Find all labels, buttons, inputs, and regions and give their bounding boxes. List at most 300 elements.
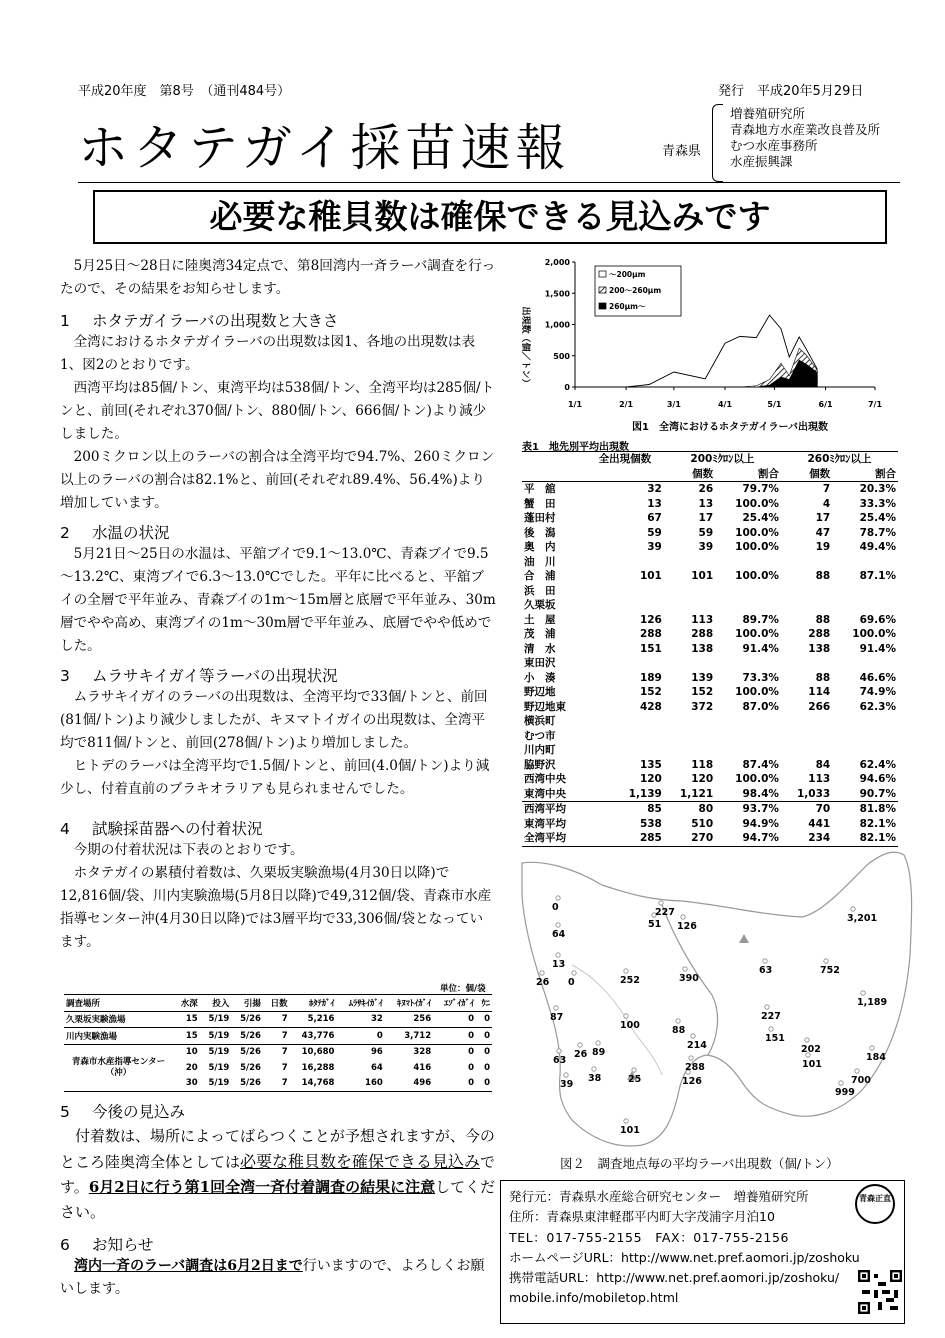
table-row xyxy=(522,526,898,541)
row-label: 平 舘 xyxy=(524,483,556,496)
legend-entry: 200～260μm xyxy=(609,286,662,295)
table-cell xyxy=(832,714,898,729)
survey-value-label: 227 xyxy=(655,907,675,918)
survey-value-label: 13 xyxy=(552,959,566,970)
table-cell: 26 xyxy=(698,483,714,496)
survey-point xyxy=(556,923,560,927)
survey-point xyxy=(824,959,828,963)
lower-left-column xyxy=(60,1100,496,1301)
table-cell: 372 xyxy=(691,700,714,713)
table-row xyxy=(522,482,898,497)
larvae-table xyxy=(522,451,898,847)
table-row xyxy=(522,743,898,758)
table-cell xyxy=(781,656,832,671)
table-row xyxy=(522,787,898,802)
row-label: 東湾平均 xyxy=(524,817,566,830)
table-cell xyxy=(586,714,664,729)
qr-code-icon[interactable] xyxy=(858,1270,902,1314)
table-cell: 74.9% xyxy=(859,686,896,699)
table-cell: 67 xyxy=(647,512,662,525)
left-column xyxy=(60,255,496,954)
table-cell: 100.0% xyxy=(735,570,779,583)
row-label: 蟹 田 xyxy=(524,497,556,510)
table-cell: 17 xyxy=(698,512,714,525)
survey-value-label: 89 xyxy=(592,1047,606,1058)
survey-value-label: 26 xyxy=(536,977,550,988)
table-row xyxy=(522,729,898,744)
table-row xyxy=(522,817,898,832)
table-cell: 78.7% xyxy=(859,526,896,539)
survey-point xyxy=(592,1067,596,1071)
table-cell xyxy=(832,656,898,671)
table-cell: 118 xyxy=(691,758,714,771)
table-row xyxy=(522,584,898,599)
section-6-heading: 6 お知らせ xyxy=(60,1236,154,1254)
table-cell: 90.7% xyxy=(859,787,896,800)
table-cell xyxy=(586,729,664,744)
chart-legend xyxy=(595,266,681,316)
row-label: 野辺地東 xyxy=(524,700,566,713)
row-label: 奥 内 xyxy=(524,541,556,554)
table-cell: 428 xyxy=(639,700,662,713)
table-cell xyxy=(664,743,715,758)
survey-value-label: 101 xyxy=(802,1059,822,1070)
table-cell: 87.1% xyxy=(859,570,896,583)
x-tick-label: 4/1 xyxy=(717,400,733,409)
table-cell: 100.0% xyxy=(735,541,779,554)
prefecture-label: 青森県 xyxy=(662,144,702,159)
bay-coastline xyxy=(522,852,912,1146)
table-row xyxy=(522,569,898,584)
issue-number: 平成20年度 第8号 （通刊484号） xyxy=(78,84,291,99)
survey-point xyxy=(554,1006,558,1010)
table-cell xyxy=(664,584,715,599)
issue-date: 発行 平成20年5月29日 xyxy=(718,84,864,99)
section-1-p3: 200ミクロン以上のラーバの割合は全湾平均で94.7%、260ミクロン以上のラーバの割合は82.1%と、前回(それぞれ89.4%、56.4%)より増加しています。 xyxy=(60,449,495,511)
table-cell xyxy=(664,598,715,613)
table-cell: 62.4% xyxy=(859,758,896,771)
table-cell: 135 xyxy=(639,758,662,771)
table-row xyxy=(522,671,898,686)
survey-value-label: 390 xyxy=(679,973,699,984)
survey-value-label: 88 xyxy=(672,1025,686,1036)
table-cell: 13 xyxy=(647,497,662,510)
survey-value-label: 38 xyxy=(588,1073,602,1084)
org-item: むつ水産事務所 xyxy=(730,138,818,153)
table-cell: 138 xyxy=(691,642,714,655)
row-label: 小 湊 xyxy=(524,671,556,684)
mobile-link[interactable]: 携帯電話URL：http://www.net.pref.aomori.jp/zoshoku/ xyxy=(509,1270,840,1286)
table-cell xyxy=(832,584,898,599)
row-label: 茂 浦 xyxy=(524,628,556,641)
table-header-row: 調査場所 水深 投入 引揚 日数 ﾎﾀﾃｶﾞｲ ﾑﾗｻｷｲｶﾞｲ ｷﾇﾏﾄｲｶﾞｲ ｴｿﾞｲｶﾞｲ ｳﾆ xyxy=(64,995,492,1012)
table-cell xyxy=(586,584,664,599)
survey-point xyxy=(870,1046,874,1050)
survey-value-label: 126 xyxy=(682,1076,702,1087)
org-item: 増養殖研究所 xyxy=(730,106,806,121)
header-rule xyxy=(78,182,900,183)
table-row xyxy=(522,758,898,773)
survey-point xyxy=(691,1034,695,1038)
survey-point xyxy=(839,1081,843,1085)
row-label: 浜 田 xyxy=(524,584,556,597)
section-1-p1: 全湾におけるホタテガイラーバの出現数は図1、各地の出現数は表1、図2のとおりです。 xyxy=(60,334,476,373)
table-cell: 93.7% xyxy=(742,803,779,816)
org-item: 水産振興課 xyxy=(730,154,793,169)
table-cell: 288 xyxy=(691,628,714,641)
survey-value-label: 0 xyxy=(552,902,559,913)
survey-point xyxy=(769,1027,773,1031)
table-cell xyxy=(715,598,781,613)
row-label: 西湾中央 xyxy=(524,773,566,786)
table-row xyxy=(522,613,898,628)
table-cell: 20.3% xyxy=(859,483,896,496)
table-row xyxy=(522,700,898,715)
table-cell xyxy=(664,729,715,744)
table-cell: 39 xyxy=(698,541,714,554)
table-cell xyxy=(715,729,781,744)
table-cell: 114 xyxy=(808,686,831,699)
survey-value-label: 1,189 xyxy=(857,997,888,1008)
survey-value-label: 101 xyxy=(620,1125,640,1136)
table-cell: 126 xyxy=(639,613,662,626)
table-cell: 120 xyxy=(691,773,714,786)
table-row xyxy=(522,540,898,555)
survey-value-label: 214 xyxy=(687,1040,707,1051)
row-label: 後 潟 xyxy=(524,526,556,539)
row-label: 野辺地 xyxy=(524,686,556,699)
table-cell: 152 xyxy=(639,686,662,699)
survey-value-label: 999 xyxy=(835,1087,855,1098)
section-6-p1: 湾内一斉のラーバ調査は6月2日まで行いますので、よろしくお願いします。 xyxy=(60,1258,485,1297)
table-cell xyxy=(664,555,715,570)
table-cell: 101 xyxy=(639,570,662,583)
chart-series xyxy=(626,315,817,387)
survey-point xyxy=(689,1056,693,1060)
survey-point xyxy=(683,967,687,971)
survey-points xyxy=(540,896,874,1123)
survey-value-label: 202 xyxy=(801,1044,821,1055)
table-cell: 69.6% xyxy=(859,613,896,626)
row-label: 蓬田村 xyxy=(524,512,556,525)
table-cell: 266 xyxy=(808,700,831,713)
table-cell: 89.7% xyxy=(742,613,779,626)
section-4-p2: ホタテガイの累積付着数は、久栗坂実験漁場(4月30日以降)で12,816個/袋、川内実験漁場(5月8日以降)で49,312個/袋、青森市水産指導センター沖(4月30日以降)では3層平均で33,306個/袋となっています。 xyxy=(60,865,492,950)
table-cell xyxy=(586,656,664,671)
table-row xyxy=(522,656,898,671)
x-tick-label: 6/1 xyxy=(818,400,833,409)
survey-value-label: 752 xyxy=(820,965,840,976)
table-cell xyxy=(664,714,715,729)
survey-point xyxy=(632,1068,636,1072)
table-cell: 139 xyxy=(691,671,714,684)
survey-value-label: 252 xyxy=(620,975,640,986)
table-cell: 100.0% xyxy=(735,497,779,510)
table-cell: 441 xyxy=(808,817,831,830)
table-cell: 189 xyxy=(639,671,662,684)
row-label: 横浜町 xyxy=(524,715,556,728)
survey-value-label: 288 xyxy=(685,1062,705,1073)
survey-point xyxy=(624,1119,628,1123)
survey-point xyxy=(540,971,544,975)
figure1-chart xyxy=(515,252,895,437)
table-row: 30 5/19 5/26 7 14,768 160 496 0 0 xyxy=(64,1076,492,1092)
table-header-row: 個数 割合 個数 割合 xyxy=(522,467,898,482)
contact-box xyxy=(500,1180,905,1324)
table-cell: 79.7% xyxy=(742,483,779,496)
table-row xyxy=(522,714,898,729)
table-cell xyxy=(832,743,898,758)
section-1-p2: 西湾平均は85個/トン、東湾平均は538個/トン、全湾平均は285個/トンと、前回(それぞれ370個/トン、880個/トン、666個/トン)より減少しました。 xyxy=(60,380,495,442)
table-cell: 94.9% xyxy=(742,817,779,830)
row-label: 油 川 xyxy=(524,555,556,568)
table-cell: 151 xyxy=(639,642,662,655)
table-cell: 87.4% xyxy=(742,758,779,771)
table-cell xyxy=(715,555,781,570)
table-cell: 17 xyxy=(815,512,831,525)
table-cell xyxy=(715,714,781,729)
table-cell: 1,121 xyxy=(679,787,714,800)
table-cell: 59 xyxy=(647,526,662,539)
y-tick-label: 0 xyxy=(564,383,570,392)
table-cell: 152 xyxy=(691,686,714,699)
table-cell: 88 xyxy=(815,570,831,583)
table-cell xyxy=(715,584,781,599)
table-row xyxy=(522,598,898,613)
survey-value-label: 227 xyxy=(761,1011,781,1022)
survey-value-label: 25 xyxy=(628,1074,642,1085)
survey-point xyxy=(765,1005,769,1009)
row-label: 土 屋 xyxy=(524,613,556,626)
homepage-link[interactable]: ホームページURL：http://www.net.pref.aomori.jp/zoshoku xyxy=(509,1249,860,1265)
table-cell: 82.1% xyxy=(859,817,896,830)
table-cell: 33.3% xyxy=(859,497,896,510)
table-row xyxy=(522,497,898,512)
table-row xyxy=(522,627,898,642)
table-row: 20 5/19 5/26 7 16,288 64 416 0 0 xyxy=(185,1062,490,1073)
table1-caption: 表1 地先別平均出現数 xyxy=(522,442,629,453)
survey-point xyxy=(624,969,628,973)
table-row xyxy=(522,511,898,526)
table-cell xyxy=(586,598,664,613)
address-line: 住所：青森県東津軽郡平内町大字茂浦字月泊10 xyxy=(509,1209,775,1225)
table-cell xyxy=(781,598,832,613)
table-cell: 285 xyxy=(639,832,662,845)
survey-value-label: 26 xyxy=(574,1049,588,1060)
table-cell: 46.6% xyxy=(859,671,896,684)
survey-point xyxy=(564,1073,568,1077)
survey-value-label: 126 xyxy=(677,921,697,932)
aomori-seal-icon: 青森正直 xyxy=(855,1184,895,1224)
table-row xyxy=(522,642,898,657)
table2-unit: 単位：個/袋 xyxy=(440,984,486,994)
table-cell xyxy=(586,555,664,570)
survey-point xyxy=(578,1043,582,1047)
table-cell xyxy=(715,656,781,671)
table-cell: 82.1% xyxy=(859,832,896,845)
y-tick-label: 1,000 xyxy=(544,320,570,330)
section-3-heading: 3 ムラサキイガイ等ラーバの出現状況 xyxy=(60,667,338,685)
survey-point xyxy=(596,1041,600,1045)
table-cell: 113 xyxy=(808,773,831,786)
section-3-p1: ムラサキイガイのラーバの出現数は、全湾平均で33個/トンと、前回(81個/トン)より減少しましたが、キヌマトイガイの出現数は、全湾平均で811個/トンと、前回(278個/トン)より増加しました。 xyxy=(60,689,488,751)
table-cell: 81.8% xyxy=(859,803,896,816)
table-row xyxy=(522,802,898,817)
legend-swatch xyxy=(599,287,606,293)
survey-point xyxy=(676,1019,680,1023)
survey-value-label: 0 xyxy=(568,977,575,988)
table-header-row: 全出現個数 200ﾐｸﾛﾝ以上 260ﾐｸﾛﾝ以上 xyxy=(522,452,898,467)
table-cell: 100.0% xyxy=(735,526,779,539)
table-cell: 538 xyxy=(639,817,662,830)
table-cell: 138 xyxy=(808,642,831,655)
table-cell: 88 xyxy=(815,613,831,626)
section-5-p1: 付着数は、場所によってばらつくことが予想されますが、今のところ陸奥湾全体としては必要な稚貝数を確保できる見込みです。6月2日に行う第1回全湾一斉付着調査の結果に注意してください。 xyxy=(60,1127,496,1221)
section-4-p1: 今期の付着状況は下表のとおりです。 xyxy=(73,842,304,858)
survey-point xyxy=(805,1038,809,1042)
table-cell: 84 xyxy=(815,758,831,771)
survey-point xyxy=(572,971,576,975)
buoy-icon xyxy=(739,934,749,943)
table-cell xyxy=(781,584,832,599)
legend-entry: ～200μm xyxy=(609,270,646,279)
headline-banner: 必要な稚貝数は確保できる見込みです xyxy=(93,190,887,244)
table-cell: 62.3% xyxy=(859,700,896,713)
table-cell: 80 xyxy=(698,803,714,816)
survey-point xyxy=(556,953,560,957)
table-row xyxy=(522,685,898,700)
table-cell xyxy=(832,555,898,570)
table-cell: 19 xyxy=(815,541,831,554)
table-cell: 1,033 xyxy=(796,787,831,800)
table-cell: 32 xyxy=(647,483,662,496)
row-label: 脇野沢 xyxy=(524,758,556,771)
table-cell: 25.4% xyxy=(742,512,779,525)
table-cell: 288 xyxy=(808,628,831,641)
table-cell xyxy=(586,743,664,758)
phone-fax-line: TEL：017-755-2155 FAX：017-755-2156 xyxy=(509,1229,790,1245)
survey-map xyxy=(512,845,917,1155)
survey-point xyxy=(659,901,663,905)
attachment-table xyxy=(64,994,492,1092)
table-cell: 70 xyxy=(815,803,831,816)
table-cell xyxy=(781,729,832,744)
y-tick-label: 2,000 xyxy=(544,258,570,267)
org-bracket xyxy=(712,104,723,182)
table-cell: 7 xyxy=(822,483,831,496)
row-label: 東湾中央 xyxy=(524,787,566,800)
table-cell: 113 xyxy=(691,613,714,626)
section-2-heading: 2 水温の状況 xyxy=(60,524,170,542)
survey-value-label: 64 xyxy=(552,929,566,940)
survey-point xyxy=(861,991,865,995)
survey-value-label: 51 xyxy=(648,919,662,930)
table-cell: 270 xyxy=(691,832,714,845)
table-row: 青森市水産指導センター（沖） 10 5/19 5/26 7 10,680 96 328 0 0 xyxy=(71,1047,490,1078)
table-row: 久栗坂実験漁場 15 5/19 5/26 7 5,216 32 256 0 0 xyxy=(64,1011,492,1028)
table-cell: 234 xyxy=(808,832,831,845)
table-cell: 94.6% xyxy=(859,773,896,786)
survey-value-label: 87 xyxy=(550,1012,564,1023)
x-tick-label: 7/1 xyxy=(867,400,883,409)
table-cell: 88 xyxy=(815,671,831,684)
table-cell: 100.0% xyxy=(852,628,896,641)
table-cell: 73.3% xyxy=(742,671,779,684)
table-cell xyxy=(781,743,832,758)
survey-point xyxy=(855,1069,859,1073)
table-cell: 98.4% xyxy=(742,787,779,800)
survey-point xyxy=(556,896,560,900)
y-axis-label: 出現数（個／トン） xyxy=(520,306,530,388)
section-1-heading: 1 ホタテガイラーバの出現数と大きさ xyxy=(60,312,339,330)
table-cell xyxy=(832,729,898,744)
row-label: 東田沢 xyxy=(524,657,556,670)
table-cell xyxy=(715,743,781,758)
table-cell: 288 xyxy=(639,628,662,641)
table-cell xyxy=(832,598,898,613)
section-2-p1: 5月21日～25日の水温は、平舘ブイで9.1～13.0℃、青森ブイで9.5～13.2℃、東湾ブイで6.3～13.0℃でした。平年に比べると、平舘ブイの全層で平年並み、青森ブイの1m～15m層と底層で平年並み、30m層でやや高め、東湾ブイの1m～30m層で平年並み、底層でやや低めでした。 xyxy=(60,546,496,654)
legend-swatch xyxy=(599,271,606,277)
survey-value-label: 63 xyxy=(553,1055,567,1066)
survey-value-label: 700 xyxy=(851,1075,871,1086)
table-cell: 87.0% xyxy=(742,700,779,713)
survey-values xyxy=(536,902,887,1136)
mobile-link-cont[interactable]: mobile.info/mobiletop.html xyxy=(509,1290,679,1306)
section-4-heading: 4 試験採苗器への付着状況 xyxy=(60,820,263,838)
x-tick-label: 2/1 xyxy=(619,400,634,409)
table-cell: 47 xyxy=(815,526,831,539)
table-cell: 120 xyxy=(639,773,662,786)
table-row: 川内実験漁場 15 5/19 5/26 7 43,776 0 3,712 0 0 xyxy=(64,1028,492,1045)
table-cell: 100.0% xyxy=(735,628,779,641)
table-cell: 100.0% xyxy=(735,686,779,699)
row-label: 川内町 xyxy=(524,744,556,757)
section-3-p2: ヒトデのラーバは全湾平均で1.5個/トンと、前回(4.0個/トン)より減少し、付着直前のブラキオラリアも見られませんでした。 xyxy=(60,758,490,797)
publisher-line: 発行元：青森県水産総合研究センター 増養殖研究所 xyxy=(509,1189,809,1204)
table-cell: 510 xyxy=(691,817,714,830)
table-cell: 1,139 xyxy=(628,787,662,800)
x-tick-label: 5/1 xyxy=(767,400,782,409)
table-cell xyxy=(781,555,832,570)
intro-paragraph: 5月25日～28日に陸奥湾34定点で、第8回湾内一斉ラーバ調査を行ったので、その結果をお知らせします。 xyxy=(60,258,496,297)
x-tick-label: 1/1 xyxy=(567,400,583,409)
table-cell: 4 xyxy=(822,497,831,510)
section-5-heading: 5 今後の見込み xyxy=(60,1103,186,1121)
row-label: 西湾平均 xyxy=(524,803,566,816)
table-cell: 91.4% xyxy=(859,642,896,655)
survey-value-label: 63 xyxy=(759,965,773,976)
survey-point xyxy=(681,915,685,919)
x-tick-label: 3/1 xyxy=(666,400,681,409)
survey-point xyxy=(624,1014,628,1018)
table-cell: 101 xyxy=(691,570,714,583)
table-cell: 25.4% xyxy=(859,512,896,525)
y-tick-label: 500 xyxy=(553,351,570,361)
survey-value-label: 39 xyxy=(560,1079,574,1090)
row-label: 清 水 xyxy=(524,642,556,655)
survey-value-label: 151 xyxy=(765,1033,785,1044)
table-cell xyxy=(664,656,715,671)
survey-value-label: 3,201 xyxy=(847,913,878,924)
y-tick-label: 1,500 xyxy=(544,289,570,299)
org-item: 青森地方水産業改良普及所 xyxy=(730,122,881,137)
table-cell: 91.4% xyxy=(742,642,779,655)
row-label: 合 浦 xyxy=(524,570,556,583)
table-cell: 85 xyxy=(647,803,662,816)
row-label: 全湾平均 xyxy=(524,832,566,845)
table-cell: 49.4% xyxy=(859,541,896,554)
table-cell: 39 xyxy=(647,541,662,554)
